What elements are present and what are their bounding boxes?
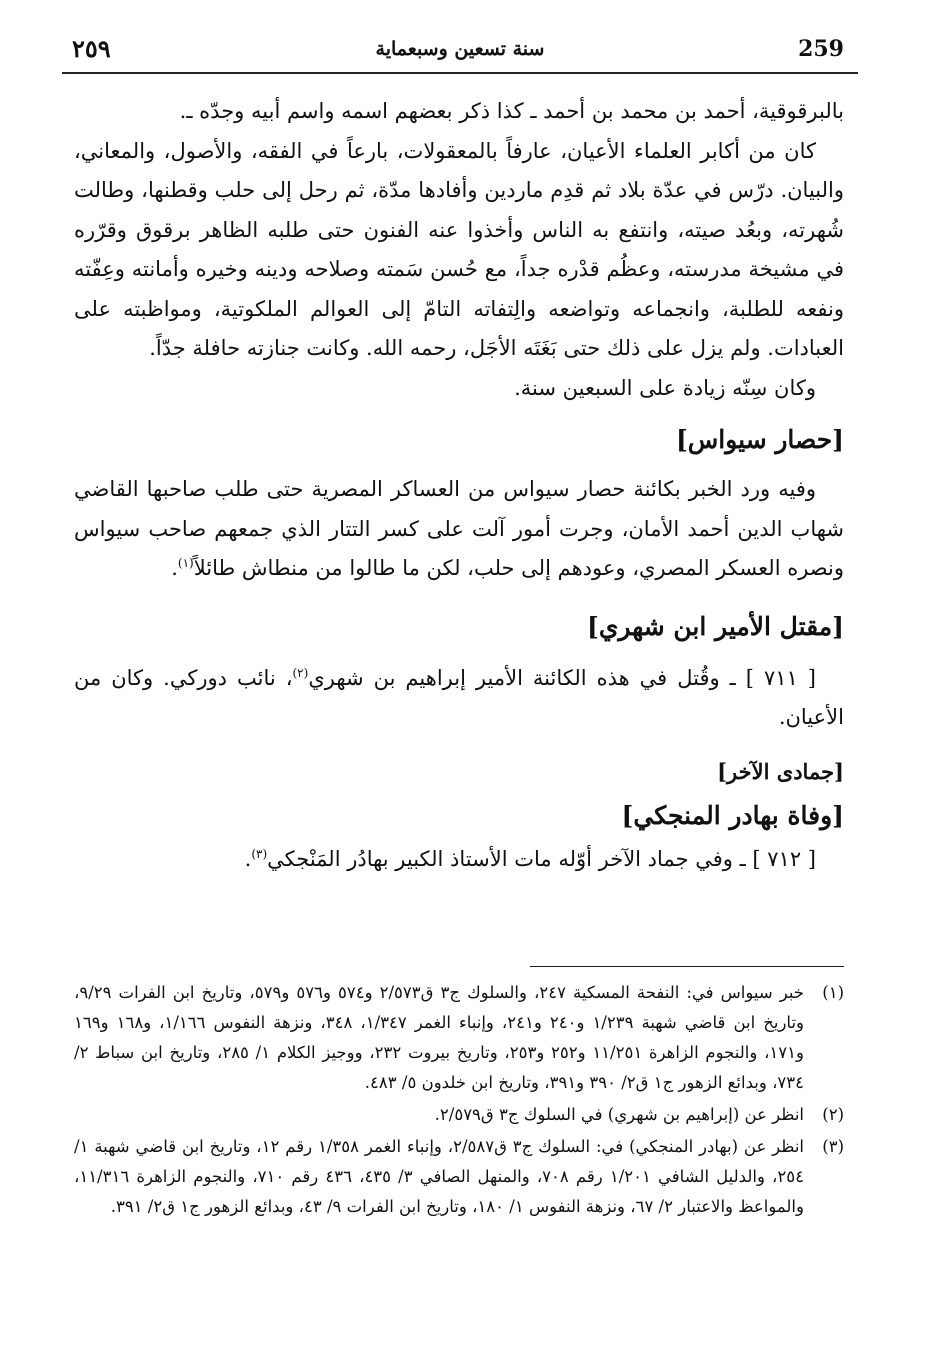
running-title: سنة تسعين وسبعماية xyxy=(375,38,545,60)
footnote-text: خبر سيواس في: النفحة المسكية ٢٤٧، والسلوك ج٣ ق٢/٥٧٣ و٥٧٤ و٥٧٦ و٥٧٩، وتاريخ ابن الفرات ٩/٢٩، وتاريخ ابن قاضي شهبة ١/٢٣٩ و٢٤٠ و٢٤١، وإنباء الغمر ١/٣٤٧، ٣٤٨، ونزهة النفوس ١/١٦٦، و١٦٨ و١٦٩ و١٧١، والنجوم الزاهرة ١١/٢٥١ و٢٥٢ و٢٥٣، وتاريخ بيروت ٢٣٢، ووجيز الكلام ١/ ٢٨٥، وتاريخ ابن سباط ٢/ ٧٣٤، وبدائع الزهور ج١ ق٢/ ٣٩٠ و٣٩١، وتاريخ ابن خلدون ٥/ ٤٨٣. xyxy=(74,983,805,1092)
footnote-number: (٢) xyxy=(822,1105,844,1124)
footnote-marker: (٣) xyxy=(251,846,268,861)
entry-text: [ ٧١٢ ] ـ وفي جماد الآخر أوّله مات الأستاذ الكبير بهادُر المَنْجكي xyxy=(267,846,816,871)
section-heading: [جمادى الآخر] xyxy=(717,758,844,784)
section-heading: [حصار سيواس] xyxy=(675,425,844,454)
section-heading: [مقتل الأمير ابن شهري] xyxy=(587,611,844,641)
page-number-latin: 259 xyxy=(798,36,844,62)
footnote-marker: (١) xyxy=(177,556,194,570)
paragraph xyxy=(74,470,844,589)
page-number-arabic: ٢٥٩ xyxy=(72,34,111,63)
footnote-separator xyxy=(530,966,844,967)
entry-paragraph xyxy=(74,840,844,880)
paragraph: كان من أكابر العلماء الأعيان، عارفاً بالمعقولات، بارعاً في الفقه، والأصول، والمعاني، والبيان. درّس في عدّة بلاد ثم قدِم ماردين وأفادها مدّة، ثم رحل إلى حلب وقطنها، وطالت شُهرته، وبعُد صيته، وانتفع به الناس وأخذوا عنه الفنون حتى طلبه الظاهر برقوق وقرّره في مشيخة مدرسته، وعظُم قدْره جداً، مع حُسن سَمته وصلاحه ودينه وخيره وأمانته وعِفّته ونفعه للطلبة، وانجماعه وتواضعه والِتفاته التامّ إلى العوالم الملكوتية، ومواظبته على العبادات. ولم يزل على ذلك حتى بَغَتَه الأجَل، رحمه الله. وكانت جنازته حافلة جدّاً. xyxy=(74,138,844,360)
entry-text-end: . xyxy=(244,846,252,871)
footnote-number: (٣) xyxy=(822,1137,844,1156)
footnote xyxy=(74,978,844,1098)
paragraph: بالبرقوقية، أحمد بن محمد بن أحمد ـ كذا ذكر بعضهم اسمه واسم أبيه وجدّه ـ. xyxy=(179,99,844,123)
footnote-text: انظر عن (بهادر المنجكي) في: السلوك ج٣ ق٢/٥٨٧، وإنباء الغمر ١/٣٥٨ رقم ١٢، وتاريخ ابن قاضي شهبة ١/ ٢٥٤، والدليل الشافي ١/٢٠١ رقم ٧٠٨، والمنهل الصافي ٣/ ٤٣٥، ٤٣٦ رقم ٧١٠، والنجوم الزاهرة ١١/٣١٦، والمواعظ والاعتبار ٢/ ٦٧، ونزهة النفوس ١/ ١٨٠، وتاريخ ابن الفرات ٩/ ٤٣، وبدائع الزهور ج١ ق٢/ ٣٩١. xyxy=(74,1137,805,1216)
header-rule xyxy=(62,72,858,74)
entry-text-end: ، نائب دوركي. وكان من الأعيان. xyxy=(74,665,844,729)
footnote xyxy=(74,1132,844,1222)
entry-text: [ ٧١١ ] ـ وقُتل في هذه الكائنة الأمير إبراهيم بن شهري xyxy=(308,665,816,690)
section-heading: [وفاة بهادر المنجكي] xyxy=(621,800,844,830)
footnote-text: انظر عن (إبراهيم بن شهري) في السلوك ج٣ ق٢/٥٧٩. xyxy=(434,1105,804,1124)
footnote xyxy=(74,1100,844,1130)
footnote-number: (١) xyxy=(822,983,844,1002)
main-text xyxy=(74,92,844,879)
footnotes xyxy=(74,978,844,1224)
footnote-marker: (٢) xyxy=(292,665,309,680)
page-header xyxy=(62,30,858,74)
paragraph-text: وفيه ورد الخبر بكائنة حصار سيواس من العساكر المصرية حتى طلب صاحبها القاضي شهاب الدين أحمد الأمان، وجرت أمور آلت على كسر التتار الذي جمعهم صاحب سيواس ونصره العسكر المصري، وعودهم إلى حلب، لكن ما طالوا من منطاش طائلاً xyxy=(74,477,844,580)
entry-paragraph xyxy=(74,659,844,738)
paragraph: وكان سِنّه زيادة على السبعين سنة. xyxy=(514,375,816,400)
paragraph-end: . xyxy=(171,556,178,580)
